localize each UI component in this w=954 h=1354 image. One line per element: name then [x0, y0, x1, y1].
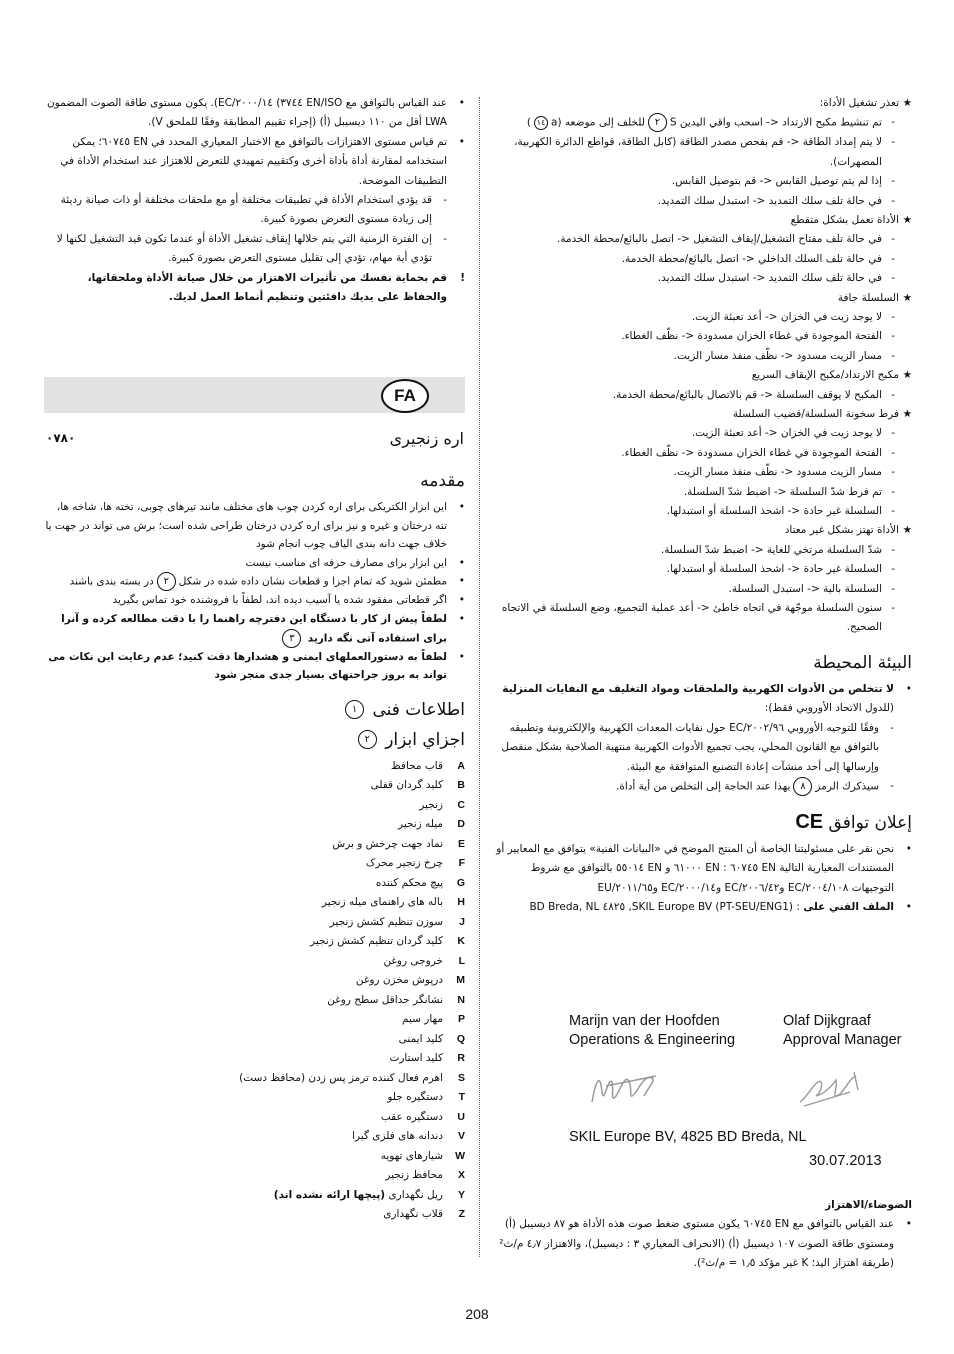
declaration-heading [492, 809, 912, 836]
list-item [44, 269, 465, 308]
bullet-marker: ★ [902, 291, 912, 304]
item-text: في حالة تلف سلك التمديد <- استبدل سلك التمديد. [657, 194, 882, 207]
part-item [44, 854, 465, 874]
item-text: مسار الزيت مسدود <- نظّف منفذ مسار الزيت. [673, 466, 882, 479]
bullet-marker: - [891, 175, 895, 188]
list-item [44, 610, 465, 648]
bullet-marker: • [458, 556, 465, 569]
part-code: R [457, 1052, 465, 1065]
part-code: V [457, 1130, 465, 1143]
part-item [44, 1108, 465, 1128]
part-item [44, 913, 465, 933]
list-item: - تم تنشيط مكبح الارتداد <- اسحب واقي اليدين S٢للخلف إلى موضعه (a١٤) [492, 113, 912, 133]
fa-model-number: ۰۷۸۰ [46, 431, 76, 445]
list-item [44, 572, 465, 591]
bullet-marker: • [458, 594, 465, 607]
bold-text: الملف الفني على [803, 901, 894, 914]
part-label: کلید ایمنی [398, 1032, 443, 1045]
list-item [492, 777, 912, 797]
part-code: T [458, 1091, 465, 1104]
list-item [44, 591, 465, 610]
bullet-marker: - [890, 721, 894, 734]
list-item [492, 463, 912, 482]
item-text: در بسته بندی باشند [69, 575, 154, 588]
item-text: لا يتم إمداد الطاقة <- قم بفحص مصدر الطاقة (كابل الطاقة، قواطع الدائرة الكهربية، المصهرات). [514, 136, 882, 168]
language-badge: FA [381, 379, 429, 413]
bullet-marker: • [905, 682, 912, 695]
figure-ref-icon: ٢ [157, 572, 176, 591]
part-item [44, 893, 465, 913]
part-code: C [457, 798, 465, 811]
list-item [492, 250, 912, 269]
bullet-marker: - [443, 194, 447, 207]
bullet-marker: - [891, 543, 895, 556]
bullet-marker: - [891, 582, 895, 595]
item-text: الأداة تهتز بشكل غير معتاد [784, 524, 899, 537]
part-item [44, 991, 465, 1011]
part-code: H [457, 896, 465, 909]
bullet-marker: • [905, 1218, 912, 1231]
part-label: دستگیره عقب [380, 1110, 443, 1123]
item-text: لا يوجد زيت في الخزان <- أعد تعبئة الزيت. [691, 427, 882, 440]
troubleshooting-list [492, 94, 912, 638]
signatory-right-title: Approval Manager [783, 1032, 902, 1048]
bold-text: لا تتخلص من الأدوات الكهربية والملحقات ومواد التغليف مع النفايات المنزلية [502, 682, 894, 695]
company-address: SKIL Europe BV, 4825 BD Breda, NL [569, 1129, 807, 1145]
part-label: دستگیره جلو [387, 1091, 443, 1104]
list-item [492, 560, 912, 579]
bullet-marker: - [891, 310, 895, 323]
bullet-marker: - [891, 485, 895, 498]
part-label: ریل نگهداری [388, 1188, 443, 1201]
part-label: مهار سیم [401, 1013, 443, 1026]
part-item [44, 796, 465, 816]
bullet-marker: - [891, 349, 895, 362]
item-text: مكبح الارتداد/مكبح الإيقاف السريع [751, 369, 899, 382]
bullet-marker: ★ [902, 524, 912, 537]
figure-ref-icon: ٣ [282, 629, 301, 648]
part-code: P [457, 1013, 465, 1026]
environment-list [492, 680, 912, 797]
part-label: شیارهای تهویه [380, 1149, 443, 1162]
item-text: بهذا عند الحاجة إلى التخلص من أية أداة. [615, 780, 791, 793]
list-item [492, 366, 912, 385]
part-code: X [457, 1169, 465, 1182]
part-item [44, 1069, 465, 1089]
list-item [492, 192, 912, 211]
arabic-column-continued [44, 94, 465, 307]
item-text: السلسلة غير حادة <- اشحذ السلسلة أو استبدلها. [666, 563, 882, 576]
part-item [44, 757, 465, 777]
part-item [44, 1147, 465, 1167]
list-item [44, 230, 465, 269]
list-item [492, 424, 912, 443]
part-item [44, 1030, 465, 1050]
bullet-marker: - [891, 388, 895, 401]
part-item [44, 971, 465, 991]
list-item [492, 483, 912, 502]
part-code: U [457, 1110, 465, 1123]
figure-ref-icon: ١٤ [534, 116, 548, 130]
part-note: (پیچها ارائه نشده اند) [273, 1188, 386, 1201]
part-code: W [455, 1149, 465, 1162]
part-label: سوزن تنظیم کشش زنجیر [329, 915, 443, 928]
part-item [44, 815, 465, 835]
item-text: الأداة تعمل بشكل متقطع [790, 213, 899, 226]
fa-intro-list [44, 498, 465, 685]
part-label: کلید گردان قفلی [370, 779, 443, 792]
noise-list [492, 1215, 912, 1273]
list-item [492, 386, 912, 405]
part-code: G [456, 876, 465, 889]
bullet-marker: - [891, 272, 895, 285]
bullet-marker: • [905, 842, 912, 855]
item-text: نحن نقر على مسئوليتنا الخاصة أن المنتج الموضح في «البيانات الفنية» يتوافق مع المعايير أو المستندات المعيارية التالية EN ٦٠٧٤٥ : EN ٦١٠٠٠ و EN ٥٥٠١٤ بالتوافق مع شروط التوجيهات ٢٠٠٤/١٠٨/EC و٢٠٠٦/٤٢/EC و٢٠٠٠/١٤/EC و٢٠١١/٦٥/EU [496, 842, 894, 894]
item-text: تم تنشيط مكبح الارتداد <- اسحب واقي اليدين S [669, 116, 882, 129]
fa-content [44, 468, 465, 1225]
signatory-left-name: Marijn van der Hoofden [569, 1013, 720, 1029]
bullet-marker: ★ [902, 408, 912, 420]
part-code: K [457, 935, 465, 948]
part-item [44, 932, 465, 952]
environment-heading: البيئة المحيطة [813, 652, 912, 673]
list-item [44, 191, 465, 230]
list-item [492, 133, 912, 172]
part-label: درپوش مخزن روغن [355, 974, 443, 987]
bullet-marker: - [891, 136, 895, 149]
part-code: D [457, 818, 465, 831]
fa-tech-heading [44, 697, 465, 723]
item-text: شدّ السلسلة مرتخي للغاية <- اضبط شدّ السلسلة. [660, 543, 882, 556]
item-text: تم قياس مستوى الاهتزازات بالتوافق مع الاختبار المعياري المحدد في EN ٦٠٧٤٥؛ يمكن استخدامه لمقارنة أداة بأداة أخرى وكتقييم تمهيدي للتعرض للاهتزاز عند استخدام الأداة في التطبيقات الموضحة. [60, 135, 447, 187]
item-text: إذا لم يتم توصيل القابس <- قم بتوصيل القابس. [671, 175, 882, 188]
item-text: تم فرط شدّ السلسلة <- اضبط شدّ السلسلة. [683, 485, 882, 498]
part-label: میله زنجیر [398, 818, 443, 831]
part-item [44, 1088, 465, 1108]
list-item [492, 405, 912, 424]
list-item [492, 289, 912, 308]
bullet-marker: - [891, 505, 895, 518]
list-item [492, 347, 912, 366]
list-item [492, 444, 912, 463]
list-item [492, 211, 912, 230]
list-item [44, 498, 465, 554]
figure-ref-icon: ١ [345, 700, 364, 719]
list-item [492, 599, 912, 638]
item-text: في حالة تلف السلك الداخلي <- اتصل بالبائع/محطة الخدمة. [621, 252, 882, 265]
item-text: إن الفترة الزمنية التي يتم خلالها إيقاف تشغيل الأداة أو عندما تكون قيد التشغيل لكنها لا تؤدي أية مهام، تؤدي إلى تقليل مستوى التعرض بصورة كبيرة. [56, 232, 432, 265]
arabic-column [492, 94, 912, 917]
bullet-marker: - [891, 233, 895, 246]
signature-right-icon [794, 1066, 866, 1112]
noise-heading: الضوضاء/الاهتزاز [825, 1199, 912, 1211]
list-item [492, 172, 912, 191]
item-text: الفتحة الموجودة في غطاء الخزان مسدودة <- نظّف الغطاء. [621, 446, 882, 459]
list-item [492, 580, 912, 599]
figure-ref-icon: ٢ [358, 730, 377, 749]
list-item [492, 898, 912, 917]
bullet-marker: • [458, 97, 465, 109]
part-item [44, 1010, 465, 1030]
page-number: 208 [465, 1306, 489, 1322]
part-code: Y [457, 1188, 465, 1201]
part-label: پیچ محکم کننده [375, 876, 443, 889]
part-code: E [457, 837, 465, 850]
bold-text: لطفاً پیش از کار با دستگاه این دفترچه راهنما را با دقت مطالعه کرده و آنرا برای استفاده آتی نگه دارید [61, 613, 447, 645]
fa-intro-heading: مقدمه [420, 471, 465, 491]
fa-tech-title: اطلاعات فنی [372, 699, 465, 720]
item-text: الفتحة الموجودة في غطاء الخزان مسدودة <- نظّف الغطاء. [621, 330, 882, 343]
figure-ref-icon: ٨ [793, 777, 812, 796]
bullet-marker: • [458, 501, 465, 513]
list-item [492, 94, 912, 113]
part-label: چرخ زنجیر محرک [365, 857, 443, 870]
list-item [44, 554, 465, 573]
item-text: تعذر تشغيل الأداة: [819, 97, 899, 109]
bullet-marker: - [891, 252, 895, 265]
declaration-list [492, 840, 912, 918]
item-text: السلسلة غير حادة <- اشحذ السلسلة أو استبدلها. [666, 505, 882, 518]
part-label: کلید استارت [389, 1052, 443, 1065]
signature-left-icon [586, 1062, 666, 1114]
item-text: السلسلة بالية <- استبدل السلسلة. [728, 582, 882, 595]
bullet-marker: • [905, 901, 912, 914]
item-text: (للدول الاتحاد الأوروبي فقط): [764, 702, 894, 715]
part-label: نشانگر حداقل سطح روغن [327, 993, 443, 1006]
list-item [44, 133, 465, 191]
list-item [492, 230, 912, 249]
item-text: این ابزار الکتریکی برای اره کردن چوب های مختلف مانند تیرهای چوبی، تخته ها، شاخه ها، تنه درختان و غیره و نیز برای اره کردن درختان طراحی شده است؛ برش می تواند در جهت یا خلاف جهت دانه بندی الیاف چوب انجام شود [45, 501, 447, 551]
bullet-marker: - [890, 779, 894, 792]
item-text: وفقًا للتوجيه الأوروبي ٢٠٠٢/٩٦/EC حول نفايات المعدات الكهربية والإلكترونية وتطبيقه بالتوافق مع القانون المحلي، يجب تجميع الأدوات الكهربية منتهية الصلاحية بشكل منفصل وإرسالها إلى أحد منشآت إعادة التصنيع المتوافقة مع البيئة. [501, 721, 879, 773]
item-text: عند القياس بالتوافق مع EN/ISO ٣٧٤٤) ٢٠٠٠/١٤/EC). يكون مستوى طاقة الصوت المضمون LWA أقل من ١١٠ ديسيبل (أ) (إجراء تقييم المطابقة وفقًا للملحق V). [46, 97, 447, 129]
bullet-marker: ! [460, 271, 465, 284]
list-item [44, 648, 465, 685]
part-item [44, 776, 465, 796]
part-code: S [457, 1071, 465, 1084]
list-item [492, 269, 912, 288]
vibration-notes [44, 94, 465, 307]
list-item [492, 1215, 912, 1273]
item-text: اگر قطعاتی مفقود شده یا آسیب دیده اند، لطفاً با فروشنده خود تماس بگیرید [112, 594, 447, 607]
bullet-marker: • [458, 613, 465, 626]
part-code: Q [456, 1032, 465, 1045]
part-item [44, 952, 465, 972]
fa-product-title: اره زنجیری [389, 429, 464, 448]
part-item [44, 1186, 465, 1206]
bullet-marker: • [458, 575, 465, 588]
bullet-marker: - [891, 446, 895, 459]
fa-parts-title: اجزاي ابزار [385, 729, 465, 750]
ce-mark-icon: CE [795, 810, 824, 833]
item-text: في حالة تلف مفتاح التشغيل/إيقاف التشغيل <- اتصل بالبائع/محطة الخدمة. [557, 233, 882, 246]
part-label: زنجیر [419, 798, 443, 811]
part-code: Z [458, 1208, 465, 1221]
list-item [492, 541, 912, 560]
signatory-right-name: Olaf Dijkgraaf [783, 1013, 871, 1029]
part-code: N [457, 993, 465, 1006]
fa-parts-list [44, 757, 465, 1225]
bullet-marker: - [891, 330, 895, 343]
part-label: قلاب نگهداری [383, 1208, 443, 1221]
part-code: A [457, 759, 465, 772]
bullet-marker: • [458, 650, 465, 663]
part-item [44, 874, 465, 894]
bullet-marker: • [458, 135, 465, 148]
bullet-marker: - [891, 427, 895, 440]
bullet-marker: - [891, 466, 895, 479]
part-label: خروجی روغن [383, 954, 443, 967]
part-item [44, 1049, 465, 1069]
item-text: فرط سخونة السلسلة/قضيب السلسلة [732, 408, 899, 420]
list-item [492, 308, 912, 327]
list-item [492, 840, 912, 898]
part-item [44, 1205, 465, 1225]
part-item [44, 835, 465, 855]
item-text: للخلف إلى موضعه (a [551, 116, 645, 129]
bullet-marker: - [891, 194, 895, 207]
item-text: قد يؤدي استخدام الأداة في تطبيقات مختلفة أو مع ملحقات مختلفة أو ذات صيانة رديئة إلى زيادة مستوى التعرض بصورة كبيرة. [60, 194, 432, 226]
bold-text: قم بحماية نفسك من تأثيرات الاهتزاز من خلال صيانة الأداة وملحقاتها، والحفاظ على يديك دافئتين وتنظيم أنماط العمل لديك. [87, 271, 447, 304]
item-text: لا يوجد زيت في الخزان <- أعد تعبئة الزيت. [691, 310, 882, 323]
part-code: J [459, 915, 465, 928]
part-label: اهرم فعال کننده ترمز پس زدن (محافظ دست) [239, 1071, 443, 1084]
signatory-left-title: Operations & Engineering [569, 1032, 736, 1048]
declaration-title: إعلان توافق [828, 812, 912, 833]
part-item [44, 1166, 465, 1186]
list-item [44, 94, 465, 133]
bullet-marker: ★ [902, 213, 912, 226]
list-item [492, 502, 912, 521]
item-text: این ابزار برای مصارف حرفه ای مناسب نیست [245, 556, 447, 569]
figure-ref-icon: ٢ [648, 113, 667, 132]
part-label: دندانه های فلزی گیرا [352, 1130, 443, 1143]
part-label: محافظ زنجیر [385, 1169, 443, 1182]
item-text: مطمئن شوید که تمام اجزا و قطعات نشان داده شده در شکل [178, 575, 447, 588]
part-code: M [456, 974, 465, 987]
list-item [492, 719, 912, 777]
bullet-marker: - [891, 602, 895, 615]
signatory-right [783, 1012, 902, 1050]
bullet-marker: - [443, 232, 447, 245]
bullet-marker: - [891, 563, 895, 576]
column-divider [479, 97, 480, 1257]
item-text: : SKIL Europe BV (PT-SEU/ENG1), ٤٨٢٥ BD Breda, NL [529, 901, 800, 914]
bullet-marker: ★ [902, 369, 912, 382]
bullet-marker: ★ [902, 97, 912, 109]
signatory-left [569, 1012, 735, 1050]
part-item [44, 1127, 465, 1147]
part-label: قاب محافظ [390, 759, 443, 772]
item-text: عند القياس بالتوافق مع EN ٦٠٧٤٥ يكون مستوى ضغط صوت هذه الأداة هو ٨٧ ديسيبل (أ) ومستوى طاقة الصوت ١٠٧ ديسيبل (أ) (الانحراف المعياري ٣ : ديسيبل)، والاهتزاز ٤٫٧ م/ث² (طريقة اهتزاز اليد؛ K غير مؤكد ١٫٥ = م/ث²). [499, 1218, 894, 1270]
item-text: مسار الزيت مسدود <- نظّف منفذ مسار الزيت. [673, 349, 882, 362]
item-text: سنون السلسلة موجّهة في اتجاه خاطئ <- أعد عملية التجميع، وضع السلسلة في الاتجاه الصحيح. [501, 602, 882, 634]
part-code: F [458, 857, 465, 870]
bold-text: لطفاً به دستورالعملهای ایمنی و هشدارها دقت کنید؛ عدم رعایت این نکات می تواند به بروز جراحتهای بسیار جدی منجر شود [48, 650, 447, 682]
declaration-date: 30.07.2013 [809, 1153, 882, 1169]
noise-section [492, 1196, 912, 1274]
item-text: في حالة تلف سلك التمديد <- استبدل سلك التمديد. [657, 272, 882, 285]
part-code: L [458, 954, 465, 967]
item-text: المكبح لا يوقف السلسلة <- قم بالاتصال بالبائع/محطة الخدمة. [612, 388, 882, 401]
part-label: کلید گردان تنظیم کشش زنجیر [310, 935, 443, 948]
bullet-marker: - [891, 116, 895, 129]
list-item [492, 521, 912, 540]
list-item [492, 327, 912, 346]
list-item [492, 680, 912, 719]
part-code: B [457, 779, 465, 792]
part-label: باله های راهنمای میله زنجیر [321, 896, 443, 909]
part-label: نماد جهت چرخش و برش [332, 837, 443, 850]
fa-parts-heading [44, 727, 465, 753]
item-text: سيذكرك الرمز [815, 780, 879, 793]
item-text: السلسلة جافة [837, 291, 899, 304]
